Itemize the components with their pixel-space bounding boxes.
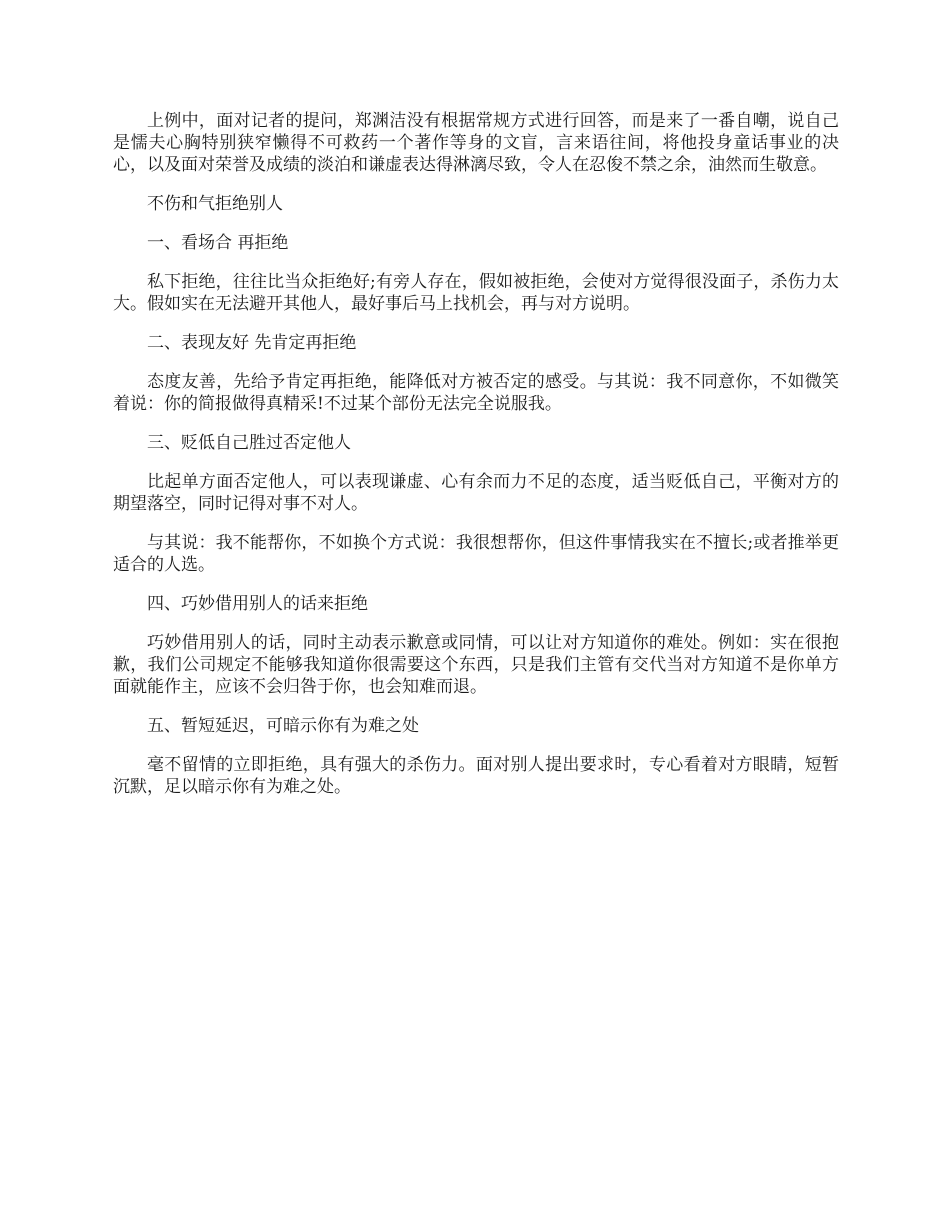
paragraph-3a: 比起单方面否定他人，可以表现谦虚、心有余而力不足的态度，适当贬低自己，平衡对方的期望落空，同时记得对事不对人。 — [113, 472, 839, 514]
paragraph-4: 巧妙借用别人的话，同时主动表示歉意或同情，可以让对方知道你的难处。例如：实在很抱歉，我们公司规定不能够我知道你很需要这个东西，只是我们主管有交代当对方知道不是你单方面就能作主，应该不会归咎于你，也会知难而退。 — [113, 633, 839, 697]
intro-paragraph: 上例中，面对记者的提问，郑渊洁没有根据常规方式进行回答，而是来了一番自嘲，说自己是懦夫心胸特别狭窄懒得不可救药一个著作等身的文盲，言来语往间，将他投身童话事业的决心，以及面对荣誉及成绩的淡泊和谦虚表达得淋漓尽致，令人在忍俊不禁之余，油然而生敬意。 — [113, 111, 839, 175]
heading-2: 二、表现友好 先肯定再拒绝 — [147, 333, 357, 353]
paragraph-3b: 与其说：我不能帮你，不如换个方式说：我很想帮你，但这件事情我实在不擅长;或者推举更适合的人选。 — [113, 533, 839, 575]
paragraph-1: 私下拒绝，往往比当众拒绝好;有旁人存在，假如被拒绝，会使对方觉得很没面子，杀伤力太大。假如实在无法避开其他人，最好事后马上找机会，再与对方说明。 — [113, 272, 839, 314]
section-title: 不伤和气拒绝别人 — [147, 194, 283, 214]
heading-5: 五、暂短延迟，可暗示你有为难之处 — [147, 716, 419, 736]
heading-1: 一、看场合 再拒绝 — [147, 233, 289, 253]
document-body — [113, 110, 839, 815]
heading-4: 四、巧妙借用别人的话来拒绝 — [147, 594, 368, 614]
heading-3: 三、贬低自己胜过否定他人 — [147, 433, 351, 453]
paragraph-2: 态度友善，先给予肯定再拒绝，能降低对方被否定的感受。与其说：我不同意你，不如微笑着说：你的简报做得真精采!不过某个部份无法完全说服我。 — [113, 372, 839, 414]
paragraph-5: 毫不留情的立即拒绝，具有强大的杀伤力。面对别人提出要求时，专心看着对方眼睛，短暂沉默，足以暗示你有为难之处。 — [113, 755, 839, 797]
